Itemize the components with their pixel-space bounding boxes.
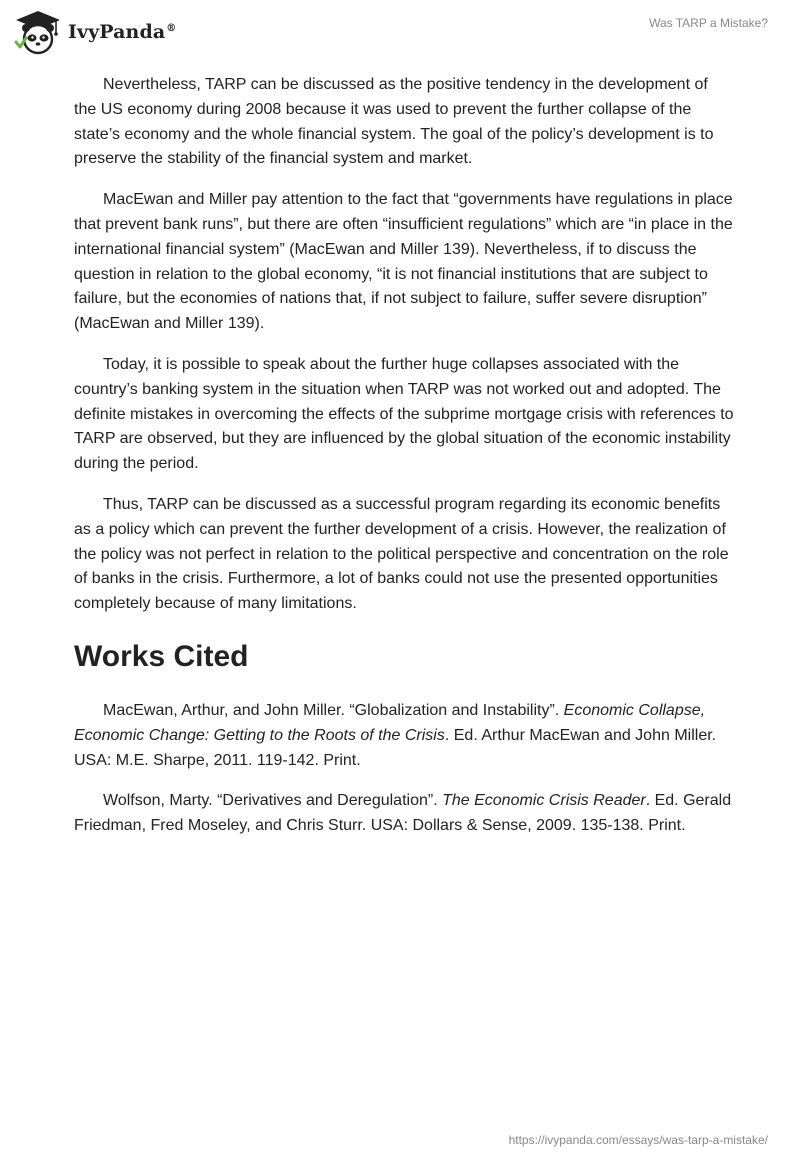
source-url-link[interactable]: https://ivypanda.com/essays/was-tarp-a-mistake/ bbox=[508, 1133, 768, 1147]
body-paragraph-2: MacEwan and Miller pay attention to the fact that “governments have regulations in place that prevent bank runs”, but there are often “insufficient regulations” which are “in place in the international financial system” (MacEwan and Miller 139). Nevertheless, if to discuss the question in relation to the global economy, “it is not financial institutions that are subject to failure, but the economies of nations that, if not subject to failure, suffer severe disruption” (MacEwan and Miller 139). bbox=[74, 191, 733, 333]
works-cited-heading: Works Cited bbox=[74, 639, 249, 673]
brand-logo[interactable] bbox=[14, 9, 176, 55]
citation-1: MacEwan, Arthur, and John Miller. “Globalization and Instability”. Economic Collapse, Economic Change: Getting to the Roots of the Crisis. Ed. Arthur MacEwan and John Miller. USA: M.E. Sharpe, 2011. 119-142. Print. bbox=[74, 701, 717, 769]
page-header bbox=[0, 0, 800, 66]
essay-content bbox=[74, 73, 734, 855]
body-paragraph-4: Thus, TARP can be discussed as a successful program regarding its economic benefits as a policy which can prevent the further development of a crisis. However, the realization of the policy was not perfect in relation to the political perspective and concentration on the role of banks in the crisis. Furthermore, a lot of banks could not use the presented opportunities completely because of many limitations. bbox=[74, 495, 729, 613]
body-paragraph-1: Nevertheless, TARP can be discussed as the positive tendency in the development of the US economy during 2008 because it was used to prevent the further collapse of the state’s economy and the whole financial system. The goal of the policy’s development is to preserve the stability of the financial system and market. bbox=[74, 76, 714, 168]
document-title: Was TARP a Mistake? bbox=[649, 16, 768, 30]
panda-graduate-icon bbox=[14, 9, 62, 55]
citation-2: Wolfson, Marty. “Derivatives and Deregulation”. The Economic Crisis Reader. Ed. Gerald Friedman, Fred Moseley, and Chris Sturr. USA: Dollars & Sense, 2009. 135-138. Print. bbox=[74, 792, 732, 835]
brand-name: IvyPanda® bbox=[68, 21, 177, 43]
body-paragraph-3: Today, it is possible to speak about the further huge collapses associated with the country’s banking system in the situation when TARP was not worked out and adopted. The definite mistakes in overcoming the effects of the subprime mortgage crisis with references to TARP are observed, but they are influenced by the global situation of the economic instability during the period. bbox=[74, 355, 734, 473]
